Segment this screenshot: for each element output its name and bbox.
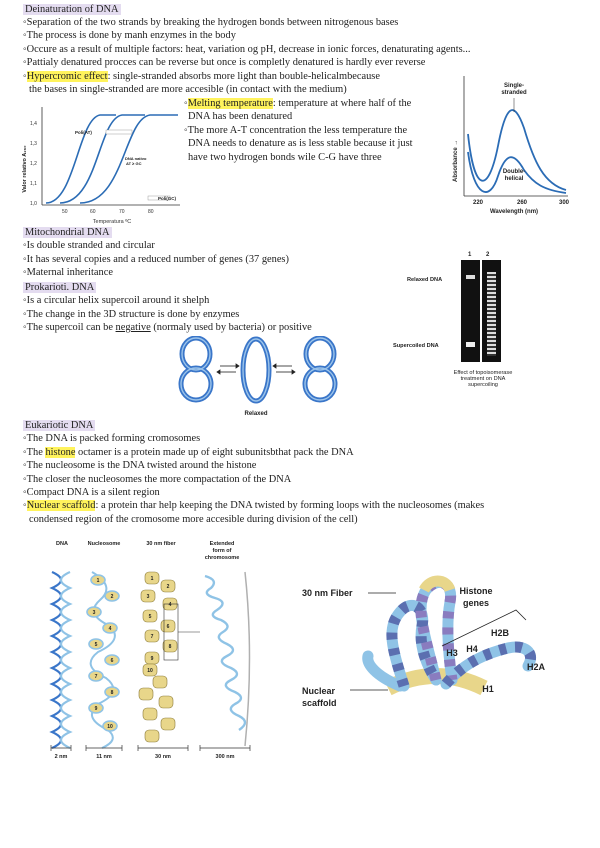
nucleosome-number: 1 [96, 578, 100, 584]
svg-text:chromosome: chromosome [204, 555, 240, 561]
x-tick-label: 60 [90, 209, 96, 215]
x-tick-label: 80 [148, 209, 154, 215]
euk-heading: Eukariotic DNA [25, 420, 94, 431]
list-item: ◦The histone octamer is a protein made up of eight subunitsbthat pack the DNA [23, 446, 354, 458]
x-tick-label: 70 [119, 209, 125, 215]
label-poly-gc: Poli(GC) [158, 196, 176, 201]
melting-term: Melting temperature [187, 98, 273, 109]
melting-curve-figure [20, 97, 185, 227]
scale-30nm: 30 nm [155, 754, 171, 760]
equilibrium-arrows [217, 364, 295, 374]
x-tick-label: 300 [558, 200, 570, 206]
label-h3: H3 [446, 648, 458, 658]
euk-section [23, 419, 484, 526]
label-h1: H1 [482, 684, 494, 694]
label-nuclear: Nuclear [302, 686, 336, 696]
melting-xlabel: Temperatura ºC [92, 219, 132, 225]
fiber-number: 3 [146, 594, 150, 600]
list-item: ◦Is double stranded and circular [23, 240, 155, 252]
gel-caption: Effect of topoisomerase treatment on DNA supercoiling [453, 370, 513, 388]
negative-term: negative [115, 322, 151, 334]
list-item: ◦The change in the 3D structure is done by enzymes [23, 308, 240, 320]
histone-term: histone [45, 446, 76, 458]
dna-helix [52, 572, 70, 748]
scaffold-term: Nuclear scaffold [26, 500, 96, 512]
hypercromic-term: Hypercromic effect [26, 70, 108, 82]
fiber-bead [153, 676, 167, 688]
mito-section [23, 226, 289, 280]
col-fiber-label: 30 nm fiber [146, 541, 176, 547]
absorbance-figure [448, 72, 578, 222]
nucleosome-number: 9 [94, 706, 98, 712]
fiber-bead [145, 730, 159, 742]
label-h2b: H2B [490, 628, 510, 638]
list-item: ◦The closer the nucleosomes the more compactation of the DNA [23, 473, 292, 485]
label-genes: genes [462, 598, 490, 608]
gel-band-supercoiled [466, 342, 475, 347]
fiber-number: 9 [150, 656, 154, 662]
label-poly-at: Poli(AT) [75, 130, 92, 135]
list-item: ◦Pattialy denatured procces can be reverse but once is completly denatured is hardly ever reverse [23, 57, 426, 69]
label-single: Single- [503, 83, 525, 89]
col-extended-label: Extended [209, 541, 235, 547]
fiber-bead [139, 688, 153, 700]
list-item: ◦Melting temperature: temperature at where half of the [184, 98, 412, 109]
list-item: ◦The supercoil can be negative (normaly used by bacteria) or positive [23, 322, 312, 334]
fiber-number: 7 [150, 634, 154, 640]
melting-list: ◦Melting temperature: temperature at where half of the DNA has been denatured ◦The more A-T concentration the less temperature the DNA needs to denature as is less stable because it just have two hydrogen bonds wile C-G have three [184, 98, 413, 163]
fiber-number: 8 [168, 644, 172, 650]
list-item: ◦Occure as a result of multiple factors: heat, variation og pH, decrease in ionic forces, denaturating agents... [23, 43, 471, 55]
scale-2nm: 2 nm [54, 754, 68, 760]
nucleosome-number: 4 [108, 626, 112, 632]
nuclear-scaffold-figure [296, 568, 568, 728]
y-tick-label: 1,4 [30, 121, 37, 127]
y-tick-label: 1,1 [30, 181, 37, 187]
fiber-loop-tip [424, 581, 450, 590]
nucleosome-number: 10 [107, 724, 113, 730]
gel-lane-1 [461, 260, 480, 362]
gel-lane-2 [482, 260, 501, 362]
label-histone: Histone [459, 586, 493, 596]
gel-ladder-bands [487, 272, 496, 356]
col-dna-label: DNA [56, 541, 68, 547]
denaturation-heading: Deinaturation of DNA [25, 4, 119, 15]
label-30nm-fiber: 30 nm Fiber [302, 588, 353, 598]
melting-ylabel: Valor relativo A₂₆₀ [22, 145, 28, 193]
y-tick-label: 1,2 [30, 161, 37, 167]
dna-packing-figure [40, 536, 276, 762]
scale-11nm: 11 nm [96, 754, 112, 760]
relaxed-dna-label: Relaxed DNA [407, 277, 443, 283]
label-stranded: stranded [501, 90, 527, 96]
list-item: ◦It has several copies and a reduced number of genes (37 genes) [23, 253, 289, 265]
scale-bars [51, 745, 250, 751]
nucleosome-number: 6 [110, 658, 114, 664]
absorbance-ylabel: Absorbance → [453, 139, 459, 182]
list-item: ◦The DNA is packed forming cromosomes [23, 433, 201, 445]
label-at-gc: AT ≥ GC [126, 161, 142, 166]
x-tick-label: 220 [472, 200, 484, 206]
y-tick-label: 1,3 [30, 141, 37, 147]
prok-section [23, 281, 312, 335]
list-item: ◦Is a circular helix supercoil around it shelph [23, 295, 210, 307]
fiber-number: 6 [166, 624, 170, 630]
absorbance-xlabel: Wavelength (nm) [489, 209, 539, 215]
lane-1-label: 1 [468, 252, 472, 258]
arrow-poly-at [106, 130, 132, 134]
label-scaffold: scaffold [302, 698, 337, 708]
fiber-bead [159, 696, 173, 708]
list-item: ◦Separation of the two strands by breaking the hydrogen bonds between nitrogenous bases [23, 17, 399, 28]
nucleosome-number: 2 [110, 594, 114, 600]
gel-figure [393, 250, 555, 390]
svg-text:form of: form of [212, 548, 232, 554]
nucleosome-number: 8 [110, 690, 114, 696]
list-item: ◦The nucleosome is the DNA twisted around the histone [23, 460, 257, 472]
supercoil-figure [172, 336, 352, 418]
x-tick-label: 50 [62, 209, 68, 215]
fiber-number: 1 [150, 576, 154, 582]
lane-2-label: 2 [486, 252, 490, 258]
label-h2a: H2A [526, 662, 546, 672]
x-tick-label: 260 [516, 200, 528, 206]
fiber-number: 4 [168, 602, 172, 608]
label-helical: helical [504, 176, 524, 182]
mito-heading: Mitochondrial DNA [25, 227, 110, 238]
gel-band-relaxed [466, 275, 475, 279]
fiber-bead [161, 718, 175, 730]
label-h4: H4 [466, 644, 478, 654]
fiber-group [139, 572, 177, 742]
prok-heading: Prokarioti. DNA [25, 282, 95, 293]
list-item: ◦Nuclear scaffold: a protein thar help keeping the DNA twisted by forming loops with the nucleosomes (makes [23, 500, 485, 512]
nucleosome-number: 7 [94, 674, 98, 680]
fiber-number: 2 [166, 584, 170, 590]
list-item-continuation: condensed region of the cromosome more accesible during division of the cell) [29, 513, 358, 525]
label-dna-native: DNA nativo [125, 156, 147, 161]
y-tick-label: 1,0 [30, 201, 37, 207]
list-item-continuation: the bases in single-stranded are more accesible (in contact with the medium) [29, 84, 347, 96]
list-item: ◦The process is done by manh enzymes in the body [23, 30, 236, 42]
scaffold-line [245, 572, 250, 746]
fiber-number: 10 [147, 668, 153, 674]
list-item: ◦Compact DNA is a silent region [23, 487, 160, 499]
extended-chromosome [205, 576, 245, 730]
fiber-number: 5 [148, 614, 152, 620]
relaxed-label: Relaxed [244, 411, 268, 417]
fiber-bead [143, 708, 157, 720]
list-item: ◦Maternal inheritance [23, 267, 113, 279]
list-item: ◦Hypercromic effect: single-stranded absorbs more light than bouble-helicalmbecause [23, 70, 380, 82]
scale-300nm: 300 nm [215, 754, 235, 760]
supercoiled-dna-label: Supercoiled DNA [393, 343, 439, 349]
nucleosome-number: 5 [94, 642, 98, 648]
denaturation-list [23, 16, 470, 96]
label-double: Double- [502, 169, 526, 175]
col-nucleosome-label: Nucleosome [87, 541, 121, 547]
nucleosome-number: 3 [92, 610, 96, 616]
